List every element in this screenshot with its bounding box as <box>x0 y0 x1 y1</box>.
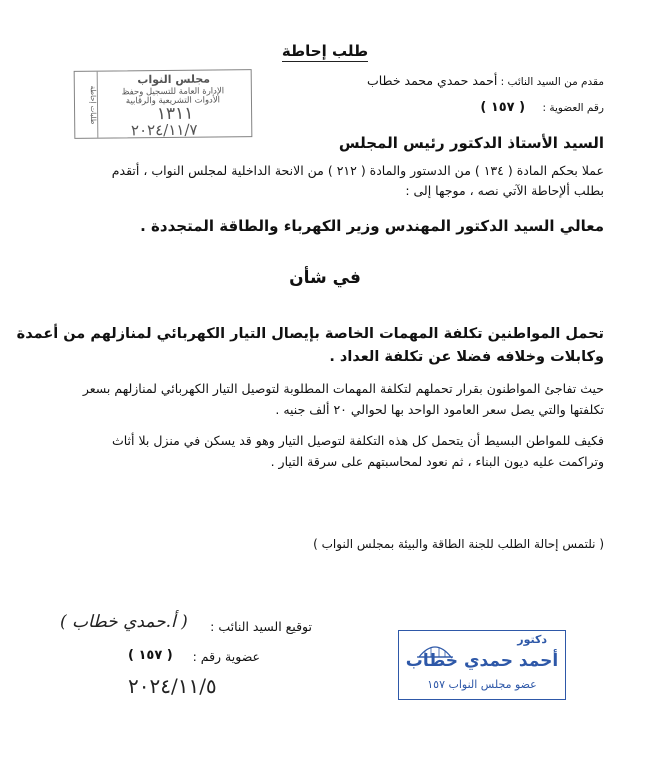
handwritten-date: ٢٠٢٤/١١/٥ <box>128 674 217 698</box>
paragraph-2-line-1: فكيف للمواطن البسيط أن يتحمل كل هذه التكلفة لتوصيل التيار وهو قد يسكن في منزل بلا أثاث <box>111 433 604 448</box>
membership-number: ( ١٥٧ ) <box>480 100 526 115</box>
membership-label: رقم العضوية : <box>542 102 604 114</box>
submitted-by-name: أحمد حمدي محمد خطاب <box>366 73 498 88</box>
subject-line-2: وكابلات وخلافه فضلا عن تكلفة العداد . <box>329 349 604 365</box>
handwritten-signature: ( أ.حمدي خطاب ) <box>60 612 188 632</box>
membership-2-number: ( ١٥٧ ) <box>128 648 173 663</box>
submitted-by <box>367 73 604 88</box>
intro-line-1: عملا بحكم المادة ( ١٣٤ ) من الدستور والمادة ( ٢١٢ ) من الانحة الداخلية لمجلس النواب ، أتقدم <box>111 163 604 178</box>
subject-line-1: تحمل المواطنين تكلفة المهمات الخاصة بإيصال التيار الكهربائي لمنازلهم من أعمدة <box>16 326 604 342</box>
submitted-by-label: مقدم من السيد النائب : <box>500 76 604 88</box>
stamp-line2: الأدوات التشريعية والرقابية <box>125 95 221 107</box>
stamp-number: ١٣١١ <box>156 103 194 125</box>
signature-label: توقيع السيد النائب : <box>210 619 312 634</box>
member-stamp-name: أحمد حمدي خطاب <box>405 651 559 671</box>
document-title: طلب إحاطة <box>281 42 369 60</box>
stamp-title: مجلس النواب <box>137 72 211 87</box>
receipt-stamp <box>74 69 253 139</box>
addressee: السيد الأستاذ الدكتور رئيس المجلس <box>338 134 604 152</box>
recipient: معالي السيد الدكتور المهندس وزير الكهرباء والطاقة المتجددة . <box>140 217 604 235</box>
membership <box>480 100 604 115</box>
regarding-heading: في شأن <box>289 268 361 288</box>
member-stamp <box>398 630 566 700</box>
request-line: ( نلتمس إحالة الطلب للجنة الطاقة والبيئة بمجلس النواب ) <box>313 537 604 551</box>
stamp-date: ٢٠٢٤/١١/٧ <box>130 120 198 140</box>
stamp-line1: الإدارة العامة للتسجيل وحفظ <box>121 86 225 98</box>
membership-2-label: عضوية رقم : <box>192 649 260 664</box>
member-stamp-footer: عضو مجلس النواب ١٥٧ <box>427 678 537 691</box>
paragraph-1-line-1: حيث تفاجئ المواطنون بقرار تحملهم لتكلفة المهمات المطلوبة لتوصيل التيار الكهربائي لمنازلهم بسعر <box>82 381 604 396</box>
paragraph-1-line-2: تكلفتها والتي يصل سعر العامود الواحد بها لحوالي ٢٠ ألف جنيه . <box>275 402 604 417</box>
stamp-side-label: طلبات إحاطة <box>75 72 99 138</box>
paragraph-2-line-2: وتراكمت عليه ديون البناء ، ثم نعود لمحاسبتهم على سرقة التيار . <box>270 454 604 469</box>
intro-line-2: بطلب ألإحاطة الآتي نصه ، موجها إلى : <box>405 183 604 198</box>
member-stamp-title: دكتور <box>517 633 547 646</box>
